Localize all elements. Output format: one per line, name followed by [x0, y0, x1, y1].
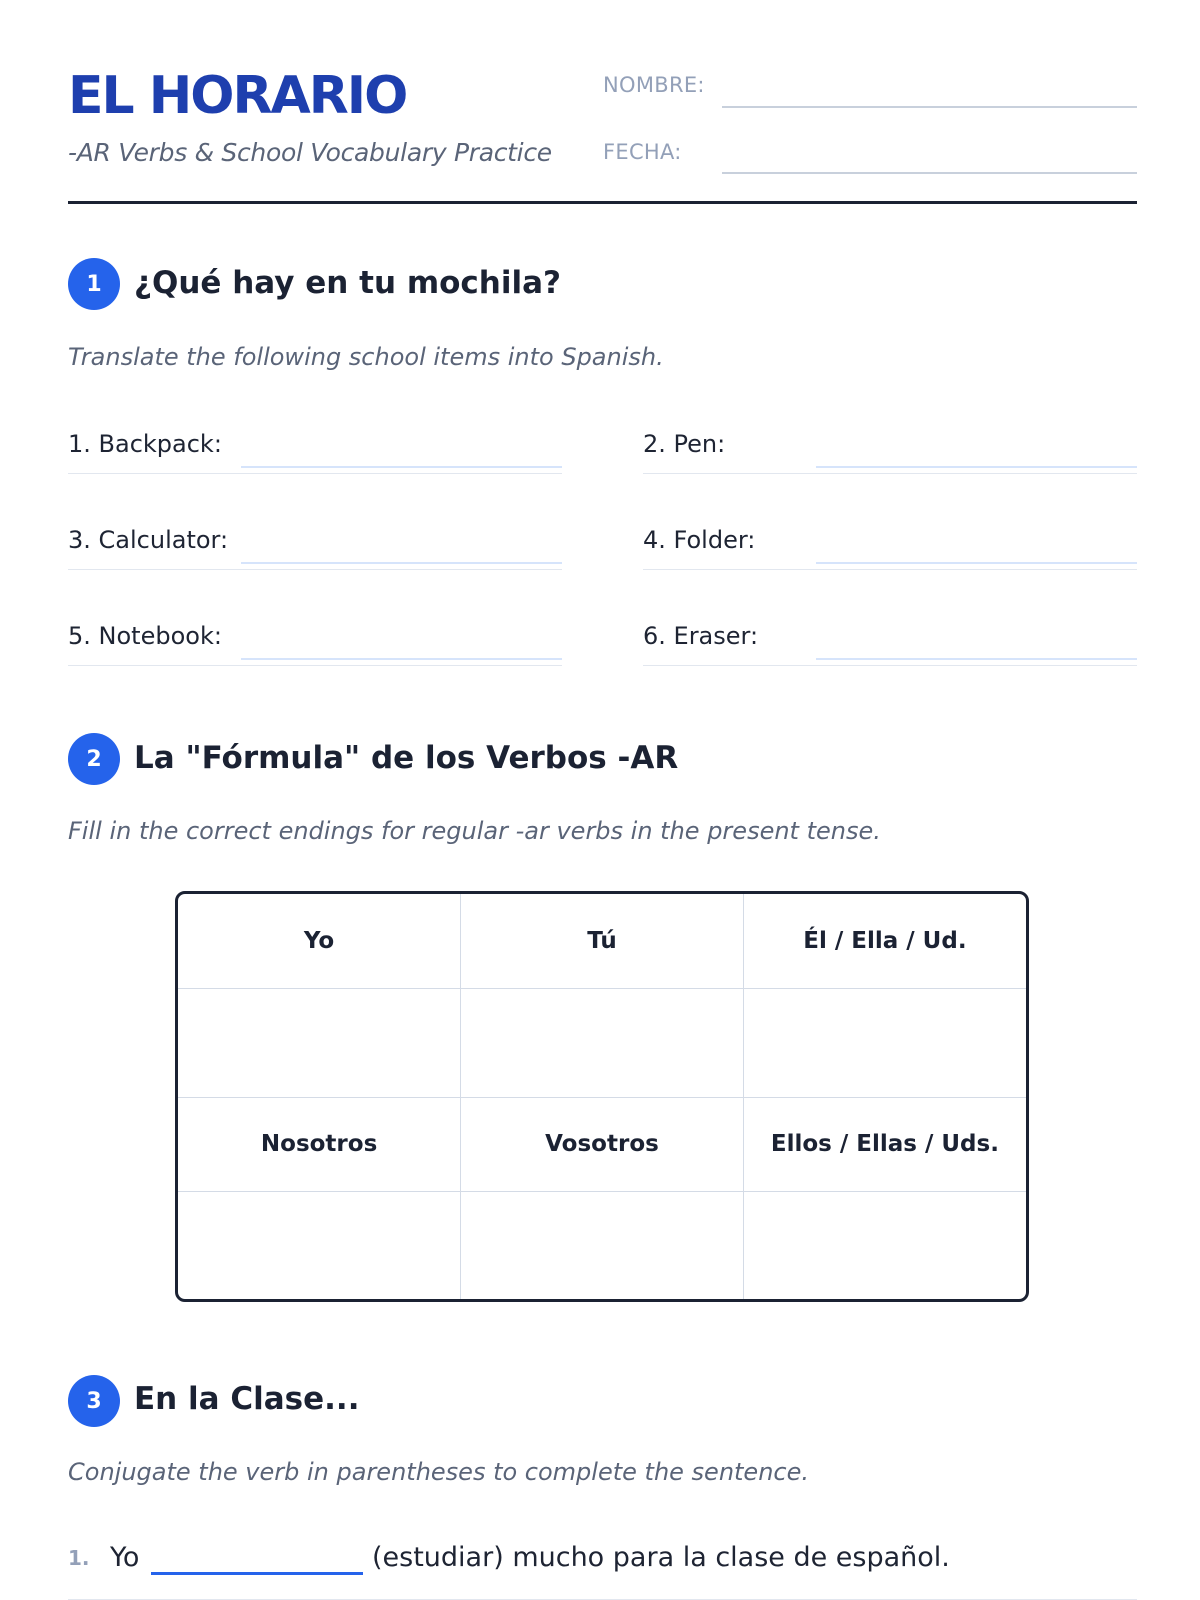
table-header-ellos-ellas-uds: Ellos / Ellas / Uds.: [743, 1097, 1026, 1191]
date-field[interactable]: [722, 172, 1137, 174]
name-label: NOMBRE:: [603, 73, 705, 97]
conjugation-table: [175, 891, 1029, 1302]
name-field[interactable]: [722, 106, 1137, 108]
vocab-item: [68, 600, 562, 666]
answer-field[interactable]: [241, 466, 562, 468]
section-1-badge: 1: [68, 258, 120, 310]
answer-field[interactable]: [816, 658, 1137, 660]
vocab-item: [643, 504, 1137, 570]
table-header-tu: Tú: [461, 894, 744, 988]
vocab-label: 4. Folder:: [643, 526, 756, 554]
header-divider: [68, 201, 1137, 204]
answer-field[interactable]: [241, 562, 562, 564]
table-header-el-ella-ud: Él / Ella / Ud.: [743, 894, 1026, 988]
section-1-instruction: Translate the following school items into Spanish.: [68, 343, 664, 371]
answer-cell[interactable]: [743, 1191, 1026, 1300]
vocab-label: 3. Calculator:: [68, 526, 229, 554]
table-header-yo: Yo: [178, 894, 461, 988]
vocab-label: 2. Pen:: [643, 430, 726, 458]
vocab-item: [643, 408, 1137, 474]
answer-cell[interactable]: [178, 1191, 461, 1300]
section-2-instruction: Fill in the correct endings for regular -ar verbs in the present tense.: [68, 817, 881, 845]
answer-field[interactable]: [816, 466, 1137, 468]
table-header-vosotros: Vosotros: [461, 1097, 744, 1191]
section-3-instruction: Conjugate the verb in parentheses to complete the sentence.: [68, 1458, 809, 1486]
vocab-item: [68, 408, 562, 474]
vocab-label: 5. Notebook:: [68, 622, 222, 650]
vocab-item: [68, 504, 562, 570]
sentence-subject: Yo: [110, 1542, 140, 1573]
answer-field[interactable]: [241, 658, 562, 660]
answer-field[interactable]: [816, 562, 1137, 564]
sentence-item: [68, 1520, 1137, 1600]
answer-cell[interactable]: [461, 1191, 744, 1300]
answer-cell[interactable]: [743, 988, 1026, 1097]
worksheet-title: EL HORARIO: [68, 66, 407, 126]
section-3-badge: 3: [68, 1375, 120, 1427]
section-3-title: En la Clase...: [134, 1381, 360, 1417]
section-2-title: La "Fórmula" de los Verbos -AR: [134, 740, 679, 776]
sentence-number: 1.: [68, 1546, 90, 1570]
section-2-badge: 2: [68, 733, 120, 785]
conjugation-blank[interactable]: [151, 1572, 363, 1575]
sentence-rest: (estudiar) mucho para la clase de español.: [372, 1542, 950, 1573]
vocab-label: 6. Eraser:: [643, 622, 759, 650]
vocab-label: 1. Backpack:: [68, 430, 222, 458]
answer-cell[interactable]: [178, 988, 461, 1097]
date-label: FECHA:: [603, 140, 682, 164]
answer-cell[interactable]: [461, 988, 744, 1097]
worksheet-subtitle: -AR Verbs & School Vocabulary Practice: [68, 138, 552, 167]
vocab-item: [643, 600, 1137, 666]
section-1-title: ¿Qué hay en tu mochila?: [134, 265, 562, 301]
table-header-nosotros: Nosotros: [178, 1097, 461, 1191]
